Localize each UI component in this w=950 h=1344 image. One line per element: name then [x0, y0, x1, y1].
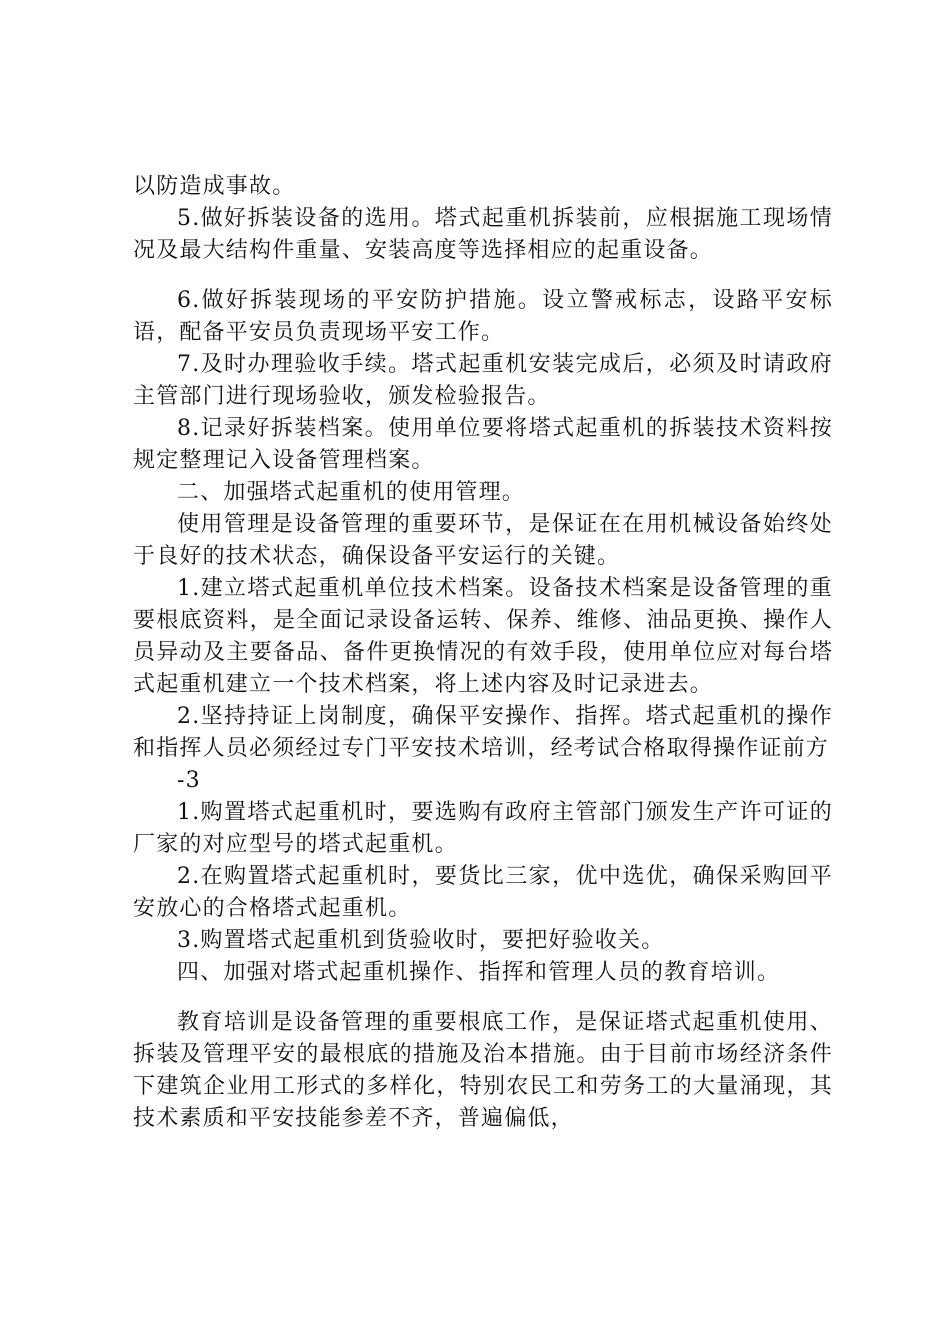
paragraph-purchase-3: 3.购置塔式起重机到货验收时，要把好验收关。	[177, 928, 665, 953]
section-heading-4: 四、加强对塔式起重机操作、指挥和管理人员的教育培训。	[177, 960, 781, 985]
paragraph-item-8: 8.记录好拆装档案。使用单位要将塔式起重机的拆装技术资料按规定整理记入设备管理档案。	[133, 416, 833, 473]
paragraph-usage-intro: 使用管理是设备管理的重要环节，是保证在在用机械设备始终处于良好的技术状态，确保设备平安运行的关键。	[133, 512, 833, 569]
paragraph-usage-1: 1.建立塔式起重机单位技术档案。设备技术档案是设备管理的重要根底资料，是全面记录设备运转、保养、维修、油品更换、操作人员异动及主要备品、备件更换情况的有效手段，使用单位应对每台塔式起重机建立一个技术档案，将上述内容及时记录进去。	[133, 576, 833, 697]
paragraph-purchase-1: 1.购置塔式起重机时，要选购有政府主管部门颁发生产许可证的厂家的对应型号的塔式起重机。	[133, 800, 833, 857]
paragraph-item-6: 6.做好拆装现场的平安防护措施。设立警戒标志，设路平安标语，配备平安员负责现场平安工作。	[133, 288, 833, 345]
section-heading-2: 二、加强塔式起重机的使用管理。	[177, 480, 526, 505]
paragraph-item-7: 7.及时办理验收手续。塔式起重机安装完成后，必须及时请政府主管部门进行现场验收，颁发检验报告。	[133, 352, 833, 409]
paragraph-item-5: 5.做好拆装设备的选用。塔式起重机拆装前，应根据施工现场情况及最大结构件重量、安装高度等选择相应的起重设备。	[133, 206, 833, 263]
page-number: -3	[177, 768, 201, 793]
paragraph-continuation: 以防造成事故。	[133, 174, 296, 199]
paragraph-training: 教育培训是设备管理的重要根底工作，是保证塔式起重机使用、拆装及管理平安的最根底的措施及治本措施。由于目前市场经济条件下建筑企业用工形式的多样化，特别农民工和劳务工的大量涌现，其技术素质和平安技能参差不齐，普遍偏低，	[133, 1010, 833, 1131]
paragraph-usage-2: 2.坚持持证上岗制度，确保平安操作、指挥。塔式起重机的操作和指挥人员必须经过专门平安技术培训，经考试合格取得操作证前方	[133, 704, 833, 761]
document-body	[133, 171, 833, 1135]
paragraph-purchase-2: 2.在购置塔式起重机时，要货比三家，优中选优，确保采购回平安放心的合格塔式起重机。	[133, 864, 833, 921]
